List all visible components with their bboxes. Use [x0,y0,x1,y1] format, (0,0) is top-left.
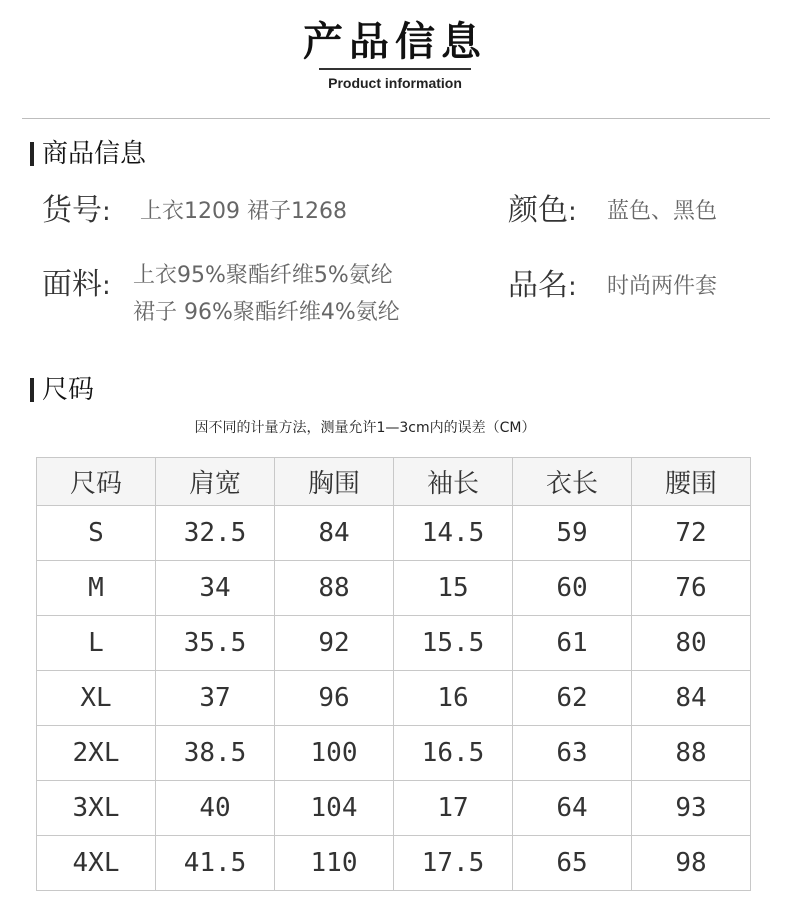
color-label-text: 颜色 [508,193,568,228]
cell-length: 62 [513,671,632,726]
title-divider [319,68,471,70]
cell-sleeve: 15 [394,561,513,616]
cell-size: 2XL [37,726,156,781]
cell-waist: 93 [632,781,751,836]
size-section-title: 尺码 [42,375,95,405]
fabric-label: 面料: [42,267,111,302]
cell-size: M [37,561,156,616]
column-header-shoulder: 肩宽 [156,458,275,506]
cell-waist: 88 [632,726,751,781]
page-subtitle: Product information [328,75,462,91]
cell-size: L [37,616,156,671]
name-label: 品名: [508,268,577,303]
section-marker [30,378,34,402]
cell-sleeve: 14.5 [394,506,513,561]
color-label: 颜色: [508,193,577,228]
column-header-waist: 腰围 [632,458,751,506]
cell-shoulder: 32.5 [156,506,275,561]
cell-shoulder: 38.5 [156,726,275,781]
cell-sleeve: 17.5 [394,836,513,891]
column-header-size: 尺码 [37,458,156,506]
name-value: 时尚两件套 [607,274,718,299]
cell-bust: 92 [275,616,394,671]
fabric-value-skirt: 裙子 96%聚酯纤维4%氨纶 [133,300,400,325]
cell-size: 4XL [37,836,156,891]
cell-shoulder: 34 [156,561,275,616]
cell-sleeve: 17 [394,781,513,836]
cell-waist: 72 [632,506,751,561]
cell-bust: 96 [275,671,394,726]
table-header-row [37,458,751,506]
cell-sleeve: 15.5 [394,616,513,671]
cell-shoulder: 37 [156,671,275,726]
cell-length: 65 [513,836,632,891]
measurement-note: 因不同的计量方法，测量允许1—3cm内的误差（CM） [194,420,536,436]
cell-waist: 84 [632,671,751,726]
cell-waist: 98 [632,836,751,891]
cell-bust: 100 [275,726,394,781]
cell-length: 61 [513,616,632,671]
table-row [37,671,751,726]
cell-length: 64 [513,781,632,836]
header-divider [22,118,770,119]
cell-bust: 88 [275,561,394,616]
cell-sleeve: 16 [394,671,513,726]
table-row [37,726,751,781]
table-row [37,506,751,561]
cell-sleeve: 16.5 [394,726,513,781]
cell-length: 63 [513,726,632,781]
column-header-bust: 胸围 [275,458,394,506]
page-header [0,18,790,92]
cell-shoulder: 35.5 [156,616,275,671]
cell-waist: 76 [632,561,751,616]
size-section-heading [30,375,94,405]
cell-length: 60 [513,561,632,616]
cell-shoulder: 40 [156,781,275,836]
table-row [37,616,751,671]
size-chart-table [36,457,751,891]
item-no-label-text: 货号 [42,193,102,228]
item-no-value: 上衣1209 裙子1268 [140,199,347,224]
product-section-heading [30,139,146,169]
cell-size: 3XL [37,781,156,836]
section-marker [30,142,34,166]
fabric-label-text: 面料 [42,267,102,302]
cell-length: 59 [513,506,632,561]
item-no-label: 货号: [42,193,111,228]
cell-shoulder: 41.5 [156,836,275,891]
cell-size: XL [37,671,156,726]
cell-size: S [37,506,156,561]
color-value: 蓝色、黑色 [607,199,718,224]
cell-waist: 80 [632,616,751,671]
table-row [37,836,751,891]
product-section-title: 商品信息 [42,139,147,169]
cell-bust: 84 [275,506,394,561]
cell-bust: 110 [275,836,394,891]
cell-bust: 104 [275,781,394,836]
fabric-value-top: 上衣95%聚酯纤维5%氨纶 [133,263,393,288]
table-row [37,561,751,616]
column-header-sleeve: 袖长 [394,458,513,506]
page-title: 产品信息 [303,19,487,65]
column-header-length: 衣长 [513,458,632,506]
name-label-text: 品名 [508,268,568,303]
table-row [37,781,751,836]
